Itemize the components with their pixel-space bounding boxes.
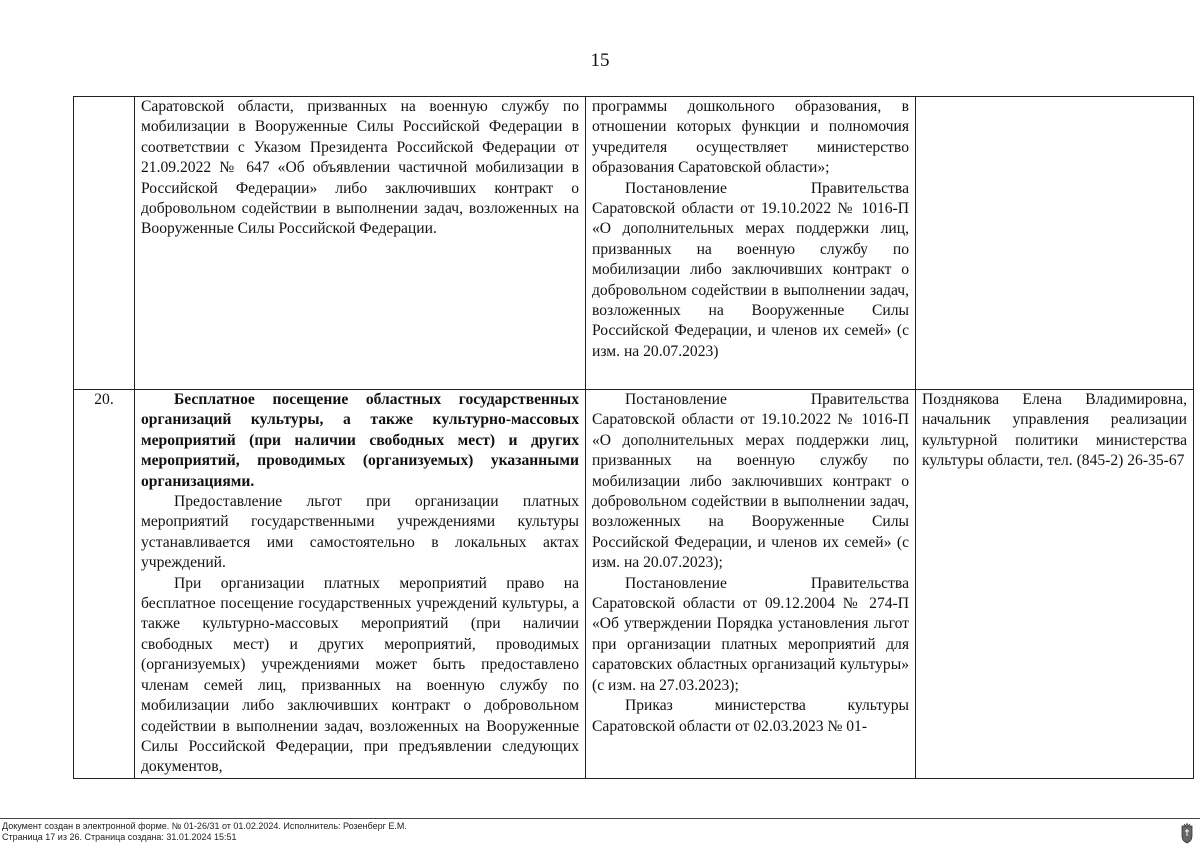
documents-cell: [586, 390, 916, 779]
row-number-cell: [74, 97, 135, 390]
document-paragraph: Постановление Правительства Саратовской области от 19.10.2022 № 1016-П «О дополнительных мерах поддержки лиц, призванных на военную службу по мобилизации либо заключивших контракт о добровольном содействии в выполнении задач, возложенных на Вооруженные Силы Российской Федерации, и членов их семей» (с изм. на 20.07.2023): [592, 179, 909, 360]
document-paragraph: программы дошкольного образования, в отношении которых функции и полномочия учредителя осуществляет министерство образования Саратовской области»;: [592, 98, 909, 177]
documents-cell: [586, 97, 916, 390]
description-cell: [135, 97, 586, 390]
table-row: [74, 97, 1194, 390]
description-paragraph: При организации платных мероприятий право на бесплатное посещение государственных учреждений культуры, а также культурно-массовых мероприятий (при наличии свободных мест) и других мероприятий, проводимых (организуемых) учреждениями может быть предоставлено членам семей лиц, призванных на военную службу по мобилизации либо заключивших контракт о добровольном содействии в выполнении задач, возложенных на Вооруженные Силы Российской Федерации, при предъявлении следующих документов,: [141, 574, 579, 776]
document-paragraph: Приказ министерства культуры Саратовской области от 02.03.2023 № 01-: [592, 697, 909, 735]
footer-page-line: Страница 17 из 26. Страница создана: 31.01.2024 15:51: [2, 832, 237, 842]
footer-registration-line: Документ создан в электронной форме. № 01-26/31 от 01.02.2024. Исполнитель: Розенберг Е.М.: [2, 821, 407, 831]
document-paragraph: Постановление Правительства Саратовской области от 09.12.2004 № 274-П «Об утверждении Порядка установления льгот при организации платных мероприятий для саратовских областных организаций культуры» (с изм. на 27.03.2023);: [592, 574, 909, 694]
contact-text: Позднякова Елена Владимировна, начальник управления реализации культурной политики министерства культуры области, тел. (845-2) 26-35-67: [922, 391, 1187, 470]
document-footer: [0, 818, 1200, 843]
document-paragraph: Постановление Правительства Саратовской области от 19.10.2022 № 1016-П «О дополнительных мерах поддержки лиц, призванных на военную службу по мобилизации либо заключивших контракт о добровольном содействии в выполнении задач, возложенных на Вооруженные Силы Российской Федерации, и членов их семей» (с изм. на 20.07.2023);: [592, 391, 909, 572]
description-paragraph: Саратовской области, призванных на военную службу по мобилизации в Вооруженные Силы Российской Федерации в соответствии с Указом Президента Российской Федерации от 21.09.2022 № 647 «Об объявлении частичной мобилизации в Российской Федерации» либо заключивших контракт о добровольном содействии в выполнении задач, возложенных на Вооруженные Силы Российской Федерации.: [141, 98, 579, 238]
coat-of-arms-icon: [1180, 822, 1194, 844]
table-row: [74, 390, 1194, 779]
description-cell: [135, 390, 586, 779]
benefits-table: [73, 96, 1194, 779]
contact-cell: [916, 97, 1194, 390]
description-paragraph: Предоставление льгот при организации платных мероприятий государственными учреждениями культуры устанавливается ими самостоятельно в локальных актах учреждений.: [141, 493, 579, 572]
page-number: 15: [590, 50, 610, 71]
row-number-cell: 20.: [74, 390, 135, 779]
contact-cell: [916, 390, 1194, 779]
benefit-title: Бесплатное посещение областных государственных организаций культуры, а также культурно-массовых мероприятий (при наличии свободных мест) и других мероприятий, проводимых (организуемых) указанными организациями.: [141, 391, 579, 490]
